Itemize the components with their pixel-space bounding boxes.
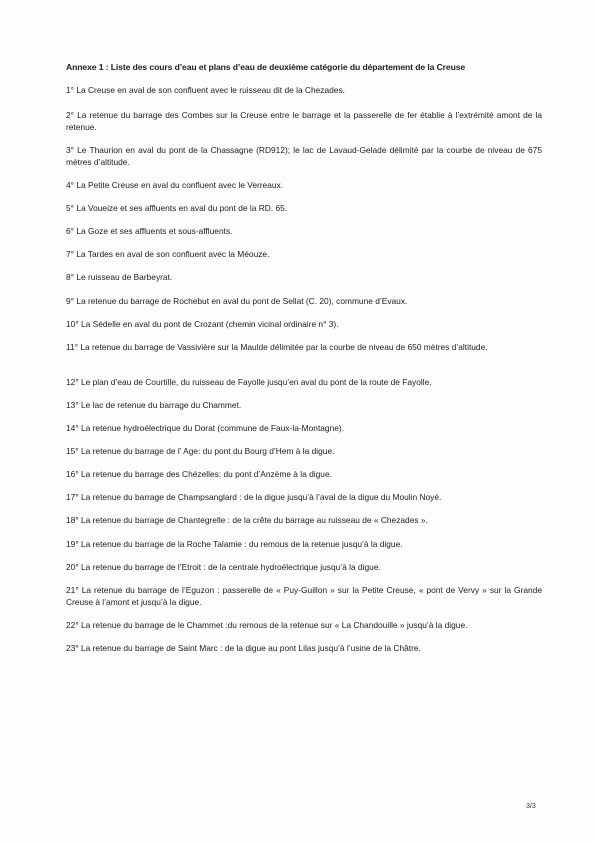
list-item: 5° La Voueize et ses affluents en aval du pont de la RD. 65. xyxy=(66,203,288,213)
list-item: 7° La Tardes en aval de son confluent avec la Méouze. xyxy=(66,249,270,259)
list-item: 13° Le lac de retenue du barrage du Chammet. xyxy=(66,400,242,410)
list-item: 21° La retenue du barrage de l’Eguzon : passerelle de « Puy-Guillon » sur la Petite Creuse, « pont de Vervy » sur la Grande Creuse à l’amont et jusqu’à la digue. xyxy=(66,585,542,607)
page-number: 3/3 xyxy=(526,803,536,810)
list-item: 8° Le ruisseau de Barbeyrat. xyxy=(66,272,173,282)
list-item: 1° La Creuse en aval de son confluent avec le ruisseau dit de la Chezades. xyxy=(66,85,345,95)
list-item: 9° La retenue du barrage de Rochebut en aval du pont de Sellat (C. 20), commune d’Evaux. xyxy=(66,296,408,306)
list-item: 19° La retenue du barrage de la Roche Talamie : du remous de la retenue jusqu’à la digue. xyxy=(66,539,403,549)
list-item: 3° Le Thaurion en aval du pont de la Chassagne (RD912); le lac de Lavaud-Gelade délimité par la courbe de niveau de 675 mètres d’altitude. xyxy=(66,145,542,167)
list-item: 20° La retenue du barrage de l’Etroit : de la centrale hydroélectrique jusqu’à la digue. xyxy=(66,562,381,572)
list-item: 4° La Petite Creuse en aval du confluent avec le Verreaux. xyxy=(66,180,284,190)
list-item: 11° La retenue du barrage de Vassivière sur la Maulde délimitée par la courbe de niveau de 650 mètres d’altitude. xyxy=(66,342,488,352)
list-item: 10° La Sédelle en aval du pont de Crozant (chemin vicinal ordinaire n° 3). xyxy=(66,319,339,329)
list-item: 17° La retenue du barrage de Champsanglard : de la digue jusqu’à l’aval de la digue du Moulin Noyé. xyxy=(66,492,442,502)
list-item: 14° La retenue hydroélectrique du Dorat (commune de Faux-la-Montagne). xyxy=(66,423,345,433)
list-item: 16° La retenue du barrage des Chézelles: du pont d’Anzème à la digue. xyxy=(66,469,332,479)
list-item: 18° La retenue du barrage de Chantegrelle : de la crête du barrage au ruisseau de « Chezades ». xyxy=(66,515,428,525)
list-item: 6° La Goze et ses affluents et sous-affluents. xyxy=(66,226,233,236)
list-item: 23° La retenue du barrage de Saint Marc : de la digue au pont Lilas jusqu’à l’usine de la Châtre. xyxy=(66,643,421,653)
list-item: 2° La retenue du barrage des Combes sur la Creuse entre le barrage et la passerelle de fer établie à l’extrémité amont de la retenue. xyxy=(66,110,542,132)
list-item: 15° La retenue du barrage de l’ Age: du pont du Bourg d’Hem à la digue. xyxy=(66,446,335,456)
list-item: 22° La retenue du barrage de le Chammet :du remous de la retenue sur « La Chandouille » jusqu’à la digue. xyxy=(66,620,468,630)
list-item: 12° Le plan d’eau de Courtille, du ruisseau de Fayolle jusqu’en aval du pont de la route de Fayolle. xyxy=(66,377,432,387)
document-title: Annexe 1 : Liste des cours d’eau et plans d’eau de deuxième catégorie du département de la Creuse xyxy=(66,62,466,72)
